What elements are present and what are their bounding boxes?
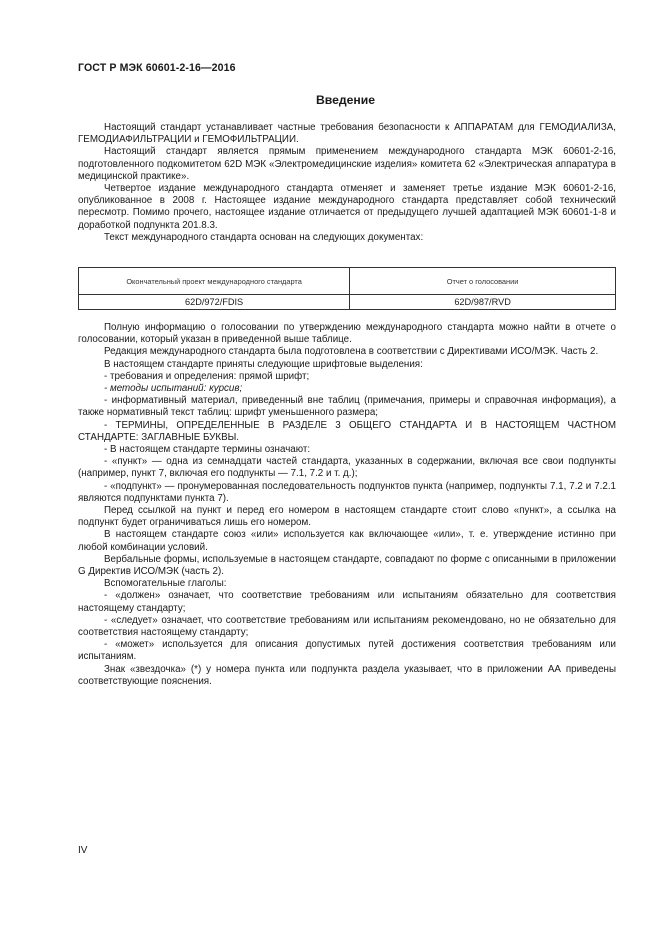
- table-cell: 62D/987/RVD: [350, 295, 616, 310]
- paragraph: Вспомогательные глаголы:: [104, 578, 227, 590]
- list-item: - требования и определения: прямой шрифт;: [104, 370, 310, 382]
- list-item: - «пункт» — одна из семнадцати частей стандарта, указанных в содержании, включая все свои подпункты (например, пункт 7, включая его подпункты — 7.1, 7.2 и т. д.);: [78, 456, 616, 480]
- list-item: - В настоящем стандарте термины означают:: [104, 444, 311, 456]
- list-item: - «следует» означает, что соответствие требованиям или испытаниям рекомендовано, но не обязательно для соответствия настоящему стандарту;: [78, 614, 616, 639]
- paragraph: Полную информацию о голосовании по утверждению международного стандарта можно найти в отчете о голосовании, который указан в приведенной выше таблице.: [78, 322, 616, 346]
- list-item: - «должен» означает, что соответствие требованиям или испытаниям обязательно для соответствия настоящему стандарту;: [78, 590, 616, 614]
- paragraph: Настоящий стандарт устанавливает частные требования безопасности к АППАРАТАМ для ГЕМОДИАЛИЗА, ГЕМОДИАФИЛЬТРАЦИИ и ГЕМОФИЛЬТРАЦИИ.: [78, 122, 616, 146]
- table-row: [79, 295, 616, 310]
- paragraph: Вербальные формы, используемые в настоящем стандарте, совпадают по форме с описанными в приложении G Директив ИСО/МЭК (часть 2).: [78, 553, 616, 578]
- table-cell: 62D/972/FDIS: [79, 295, 350, 310]
- table-header-cell: Отчет о голосовании: [350, 268, 616, 295]
- page-number: IV: [78, 845, 88, 856]
- body-block: [78, 322, 616, 688]
- paragraph: Редакция международного стандарта была подготовлена в соответствии с Директивами ИСО/МЭК. Часть 2.: [104, 346, 599, 358]
- list-item: - «может» используется для описания допустимых путей достижения соответствия требованиям или испытаниям.: [78, 639, 616, 663]
- list-item: - информативный материал, приведенный вне таблиц (примечания, примеры и справочная информация), а также нормативный текст таблиц: шрифт уменьшенного размера;: [78, 395, 616, 419]
- intro-block: [78, 122, 616, 244]
- paragraph: В настоящем стандарте союз «или» используется как включающее «или», т. е. утверждение истинно при любой комбинации условий.: [78, 529, 616, 553]
- table-header-row: [79, 268, 616, 295]
- paragraph: Текст международного стандарта основан на следующих документах:: [104, 231, 424, 243]
- paragraph: Перед ссылкой на пункт и перед его номером в настоящем стандарте стоит слово «пункт», а ссылка на подпункт будет ограничиваться лишь его номером.: [78, 505, 616, 529]
- document-header: ГОСТ Р МЭК 60601-2-16—2016: [78, 62, 236, 74]
- paragraph: Четвертое издание международного стандарта отменяет и заменяет третье издание МЭК 60601-2-16, опубликованное в 2008 г. Настоящее издание международного стандарта представляет собой технический пересмотр. Помимо прочего, настоящее издание отличается от предыдущего лучшей адаптацией МЭК 60601-1-8 и доработкой подпункта 201.8.3.: [78, 183, 616, 231]
- table-header-cell: Окончательный проект международного стандарта: [79, 268, 350, 295]
- paragraph: Знак «звездочка» (*) у номера пункта или подпункта раздела указывает, что в приложении АА приведены соответствующие пояснения.: [78, 663, 616, 687]
- paragraph: Настоящий стандарт является прямым применением международного стандарта МЭК 60601-2-16, подготовленного подкомитетом 62D МЭК «Электромедицинские изделия» комитета 62 «Электрическая аппаратура в медицинской практике».: [78, 146, 616, 182]
- list-item: - «подпункт» — пронумерованная последовательность подпунктов пункта (например, подпункты 7.1, 7.2 и 7.2.1 являются подпунктами пункта 7).: [78, 480, 616, 504]
- voting-documents-table: [78, 267, 616, 310]
- paragraph: В настоящем стандарте приняты следующие шрифтовые выделения:: [104, 358, 423, 370]
- section-title: Введение: [315, 93, 376, 107]
- list-item: - методы испытаний: курсив;: [104, 383, 243, 395]
- list-item: - ТЕРМИНЫ, ОПРЕДЕЛЕННЫЕ В РАЗДЕЛЕ 3 ОБЩЕГО СТАНДАРТА И В НАСТОЯЩЕМ ЧАСТНОМ СТАНДАРТЕ: ЗАГЛАВНЫЕ БУКВЫ.: [78, 419, 616, 443]
